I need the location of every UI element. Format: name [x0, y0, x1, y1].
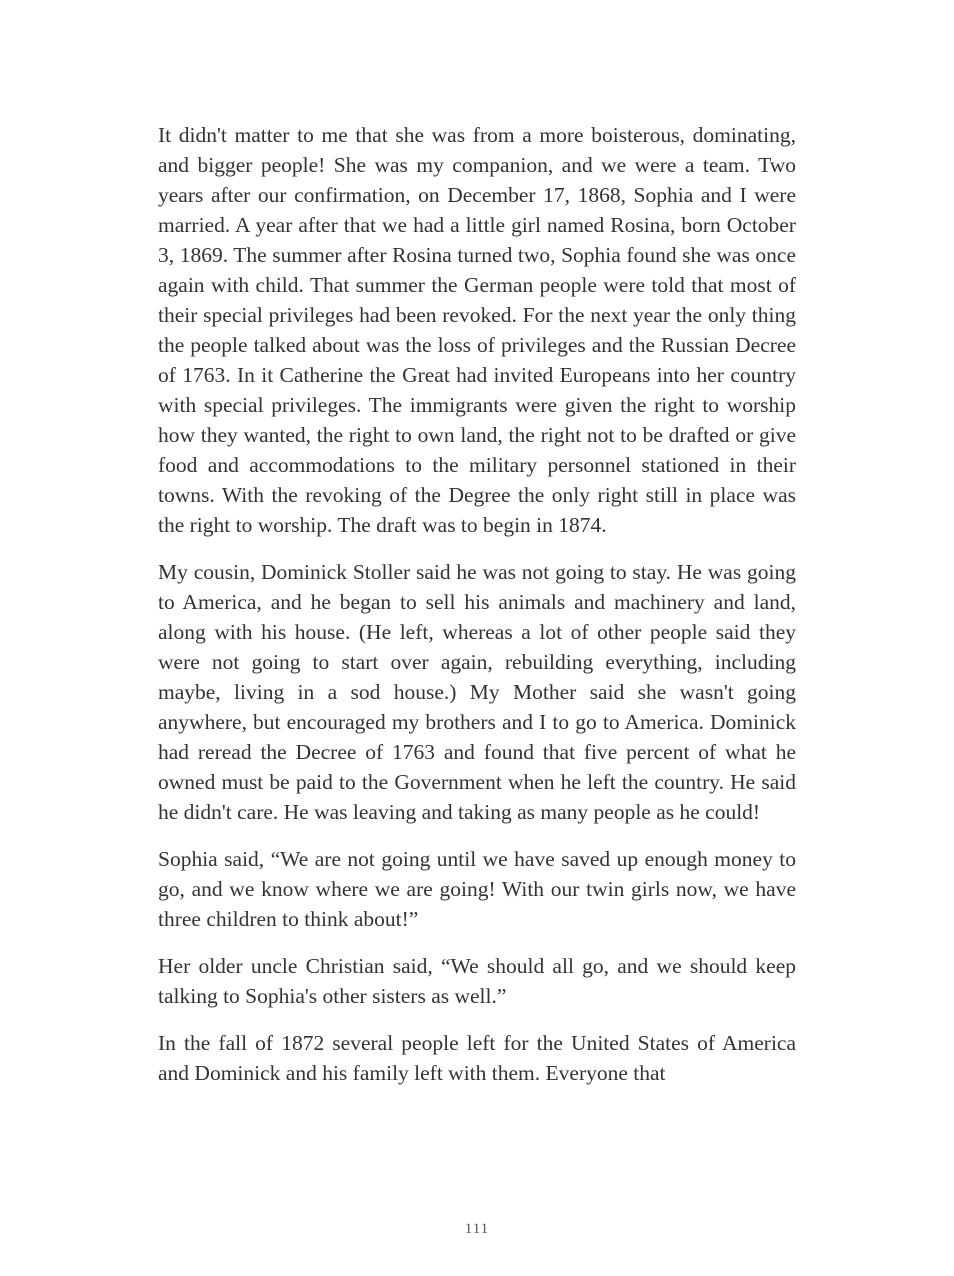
body-text: [158, 120, 796, 1105]
paragraph-4: Her older uncle Christian said, “We should all go, and we should keep talking to Sophia's other sisters as well.”: [158, 954, 796, 1008]
page-number: 111: [464, 1221, 490, 1237]
paragraph-5: In the fall of 1872 several people left for the United States of America and Dominick and his family left with them. Everyone that: [158, 1031, 796, 1085]
paragraph-1: It didn't matter to me that she was from a more boisterous, dominating, and bigger people! She was my companion, and we were a team. Two years after our confirmation, on December 17, 1868, Sophia and I were married. A year after that we had a little girl named Rosina, born October 3, 1869. The summer after Rosina turned two, Sophia found she was once again with child. That summer the German people were told that most of their special privileges had been revoked. For the next year the only thing the people talked about was the loss of privileges and the Russian Decree of 1763. In it Catherine the Great had invited Europeans into her country with special privileges. The immigrants were given the right to worship how they wanted, the right to own land, the right not to be drafted or give food and accommodations to the military personnel stationed in their towns. With the revoking of the Degree the only right still in place was the right to worship. The draft was to begin in 1874.: [158, 123, 796, 537]
paragraph-2: My cousin, Dominick Stoller said he was not going to stay. He was going to America, and he began to sell his animals and machinery and land, along with his house. (He left, whereas a lot of other people said they were not going to start over again, rebuilding everything, including maybe, living in a sod house.) My Mother said she wasn't going anywhere, but encouraged my brothers and I to go to America. Dominick had reread the Decree of 1763 and found that five percent of what he owned must be paid to the Government when he left the country. He said he didn't care. He was leaving and taking as many people as he could!: [158, 560, 796, 824]
paragraph-3: Sophia said, “We are not going until we have saved up enough money to go, and we know where we are going! With our twin girls now, we have three children to think about!”: [158, 847, 796, 931]
